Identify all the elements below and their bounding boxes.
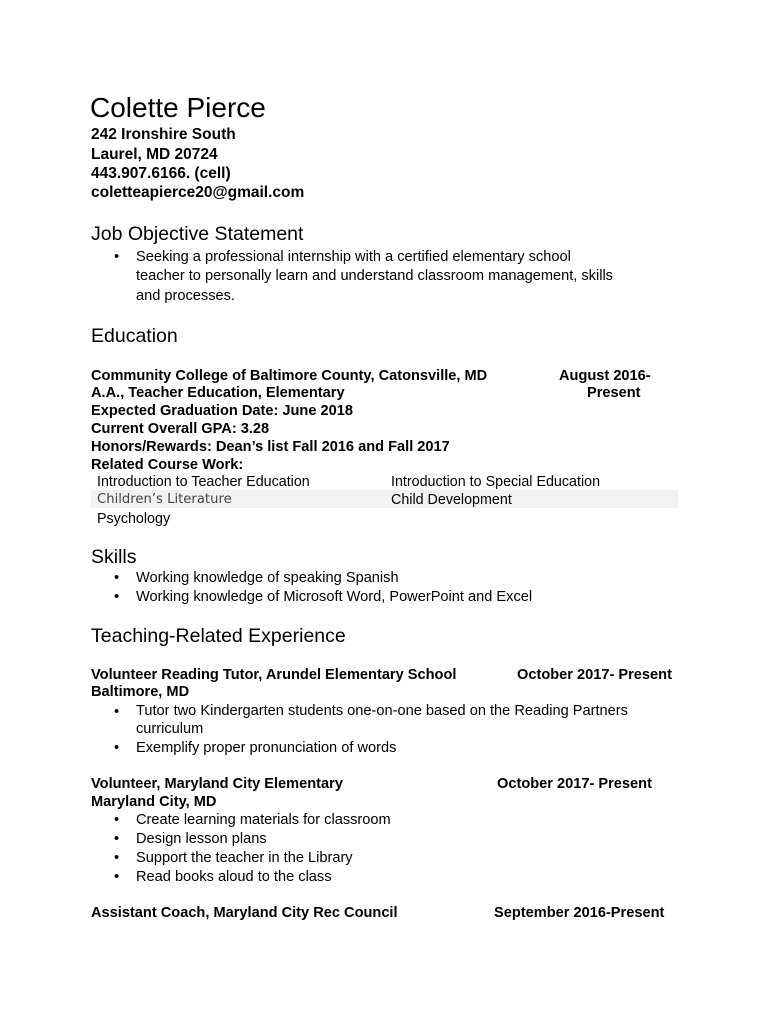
- job-title: Assistant Coach, Maryland City Rec Council: [91, 905, 398, 921]
- skill-item: Working knowledge of Microsoft Word, PowerPoint and Excel: [136, 589, 533, 605]
- skill-item: Working knowledge of speaking Spanish: [136, 570, 399, 586]
- honors: Honors/Rewards: Dean’s list Fall 2016 and Fall 2017: [91, 439, 450, 455]
- bullet-icon: •: [114, 570, 120, 586]
- address-line-2: Laurel, MD 20724: [91, 146, 218, 163]
- job-date: September 2016-Present: [494, 905, 665, 921]
- candidate-name: Colette Pierce: [90, 92, 266, 123]
- education-heading: Education: [91, 325, 178, 347]
- course-item: Psychology: [97, 511, 171, 527]
- course-item: Children’s Literature: [97, 492, 232, 507]
- bullet-icon: •: [114, 850, 120, 866]
- bullet-icon: •: [114, 704, 120, 720]
- job-title: Volunteer, Maryland City Elementary: [91, 776, 343, 792]
- phone-number: 443.907.6166. (cell): [91, 165, 231, 182]
- bullet-icon: •: [114, 589, 120, 605]
- job-title: Volunteer Reading Tutor, Arundel Elementary School: [91, 667, 457, 683]
- job-duty: Exemplify proper pronunciation of words: [136, 740, 397, 756]
- job-duty: Tutor two Kindergarten students one-on-one based on the Reading Partners curriculum: [136, 703, 628, 737]
- job-duty: Create learning materials for classroom: [136, 812, 391, 828]
- job-duty: Design lesson plans: [136, 831, 267, 847]
- objective-line-1: Seeking a professional internship with a certified elementary school: [136, 249, 571, 265]
- job-date: October 2017- Present: [517, 667, 672, 683]
- gpa: Current Overall GPA: 3.28: [91, 421, 270, 437]
- bullet-icon: •: [114, 740, 120, 756]
- bullet-icon: •: [114, 831, 120, 847]
- bullet-icon: •: [114, 812, 120, 828]
- job-location: Baltimore, MD: [91, 684, 190, 700]
- job-duty: Read books aloud to the class: [136, 869, 332, 885]
- graduation-date: Expected Graduation Date: June 2018: [91, 403, 353, 419]
- coursework-label: Related Course Work:: [91, 457, 244, 473]
- objective-heading: Job Objective Statement: [91, 223, 304, 245]
- objective-line-2: teacher to personally learn and understand classroom management, skills: [136, 268, 613, 284]
- address-line-1: 242 Ironshire South: [91, 126, 236, 143]
- job-duty: Support the teacher in the Library: [136, 850, 353, 866]
- objective-line-3: and processes.: [136, 288, 235, 304]
- school-name: Community College of Baltimore County, Catonsville, MD: [91, 368, 488, 384]
- email-address: coletteapierce20@gmail.com: [91, 184, 305, 201]
- education-date-start: August 2016-: [559, 368, 651, 384]
- job-location: Maryland City, MD: [91, 794, 217, 810]
- course-item: Child Development: [391, 492, 512, 508]
- course-item: Introduction to Teacher Education: [97, 474, 310, 490]
- experience-heading: Teaching-Related Experience: [91, 625, 346, 647]
- skills-heading: Skills: [91, 546, 137, 568]
- job-date: October 2017- Present: [497, 776, 652, 792]
- course-item: Introduction to Special Education: [391, 474, 601, 490]
- degree: A.A., Teacher Education, Elementary: [91, 385, 345, 401]
- bullet-icon: •: [114, 249, 120, 265]
- education-date-end: Present: [587, 385, 641, 401]
- bullet-icon: •: [114, 869, 120, 885]
